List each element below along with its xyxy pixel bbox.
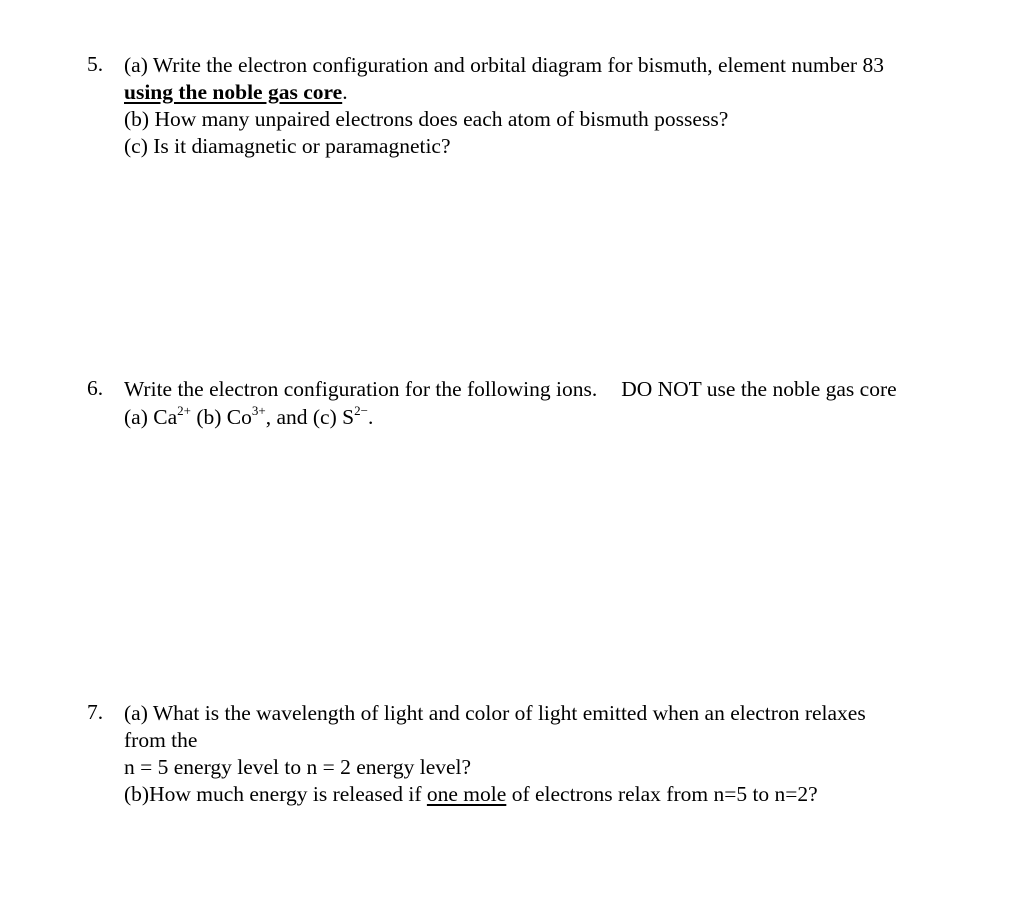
ion-b-charge: 3+	[251, 403, 266, 418]
question-5-part-c: (c) Is it diamagnetic or paramagnetic?	[124, 134, 451, 158]
question-7-part-b	[124, 781, 818, 808]
part-b-start: (b)How much energy is released if	[124, 782, 427, 806]
prompt-text: Write the electron configuration for the following ions.	[124, 377, 598, 401]
part-b-underlined: one mole	[426, 782, 507, 806]
part-a-text: (a) Write the electron configuration and orbital diagram for bismuth, element number 83	[124, 53, 884, 77]
ion-c-charge: 2−	[354, 403, 368, 418]
question-7-part-a-line-2: from the	[124, 728, 198, 752]
question-6-prompt	[124, 376, 897, 403]
question-number: 7.	[87, 700, 104, 724]
instruction-text: DO NOT use the noble gas core	[621, 377, 897, 401]
ion-b-label: (b) Co	[190, 405, 252, 429]
ion-a-label: (a) Ca	[124, 405, 178, 429]
question-5-part-b: (b) How many unpaired electrons does each atom of bismuth possess?	[124, 107, 729, 131]
question-5-part-a-cont	[124, 79, 348, 106]
part-b-end: of electrons relax from n=5 to n=2?	[506, 782, 818, 806]
question-number: 5.	[87, 52, 104, 76]
period: .	[342, 80, 348, 104]
question-5-part-a	[124, 52, 884, 79]
question-number: 6.	[87, 376, 104, 400]
emphasis-text: using the noble gas core	[124, 80, 343, 104]
period: .	[367, 405, 374, 429]
ion-a-charge: 2+	[177, 403, 191, 418]
question-7-part-a-line-3: n = 5 energy level to n = 2 energy level?	[124, 755, 472, 779]
question-7-part-a-line-1: (a) What is the wavelength of light and color of light emitted when an electron relaxes	[124, 701, 866, 725]
ion-c-label: , and (c) S	[265, 405, 355, 429]
question-6-ions	[124, 404, 373, 431]
